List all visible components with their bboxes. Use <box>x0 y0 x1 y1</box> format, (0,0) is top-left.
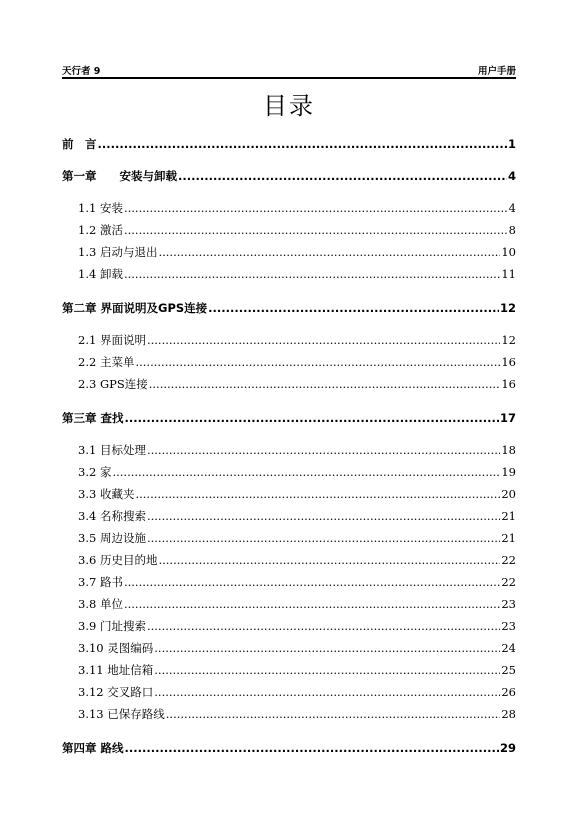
header-manual-name: 用户手册 <box>477 66 516 77</box>
toc-leader-dots <box>166 703 501 725</box>
toc-entry-section[interactable] <box>62 373 516 395</box>
toc-entry-page: 12 <box>499 301 516 315</box>
toc-entry-page: 4 <box>508 201 516 215</box>
toc-entry-label: 第四章 路线 <box>62 741 124 755</box>
toc-entry-section[interactable] <box>62 571 516 593</box>
toc-entry-label: 3.12 交叉路口 <box>78 685 154 699</box>
toc-entry-page: 22 <box>501 575 516 589</box>
toc-entry-label: 1.3 启动与退出 <box>78 245 158 259</box>
toc-entry-section[interactable] <box>62 549 516 571</box>
toc-leader-dots <box>125 409 499 427</box>
toc-entry-page: 10 <box>501 245 516 259</box>
toc-entry-label: 3.8 单位 <box>78 597 123 611</box>
toc-leader-dots <box>158 549 500 571</box>
table-of-contents <box>62 135 516 757</box>
toc-leader-dots <box>124 197 508 219</box>
toc-entry-page: 20 <box>501 487 516 501</box>
toc-entry-section[interactable] <box>62 659 516 681</box>
toc-leader-dots <box>149 373 501 395</box>
toc-entry-chapter-3[interactable] <box>62 409 516 427</box>
toc-entry-label: 3.11 地址信箱 <box>78 663 154 677</box>
toc-entry-label: 3.5 周边设施 <box>78 531 146 545</box>
toc-entry-label: 3.9 门址搜索 <box>78 619 146 633</box>
toc-entry-label: 第一章 安装与卸载 <box>62 169 177 183</box>
toc-entry-section[interactable] <box>62 505 516 527</box>
toc-entry-page: 8 <box>508 223 516 237</box>
toc-leader-dots <box>125 739 499 757</box>
toc-entry-label: 1.4 卸载 <box>78 267 123 281</box>
toc-entry-section[interactable] <box>62 637 516 659</box>
toc-entry-label: 2.1 界面说明 <box>78 333 146 347</box>
toc-entry-section[interactable] <box>62 703 516 725</box>
toc-leader-dots <box>154 637 500 659</box>
toc-leader-dots <box>147 439 500 461</box>
toc-entry-page: 16 <box>501 377 516 391</box>
header-rule <box>62 77 516 79</box>
toc-entry-section[interactable] <box>62 219 516 241</box>
toc-entry-chapter-4[interactable] <box>62 739 516 757</box>
toc-leader-dots <box>208 299 499 317</box>
toc-entry-page: 23 <box>501 597 516 611</box>
toc-entry-page: 23 <box>501 619 516 633</box>
toc-leader-dots <box>124 571 500 593</box>
toc-entry-page: 16 <box>501 355 516 369</box>
toc-leader-dots <box>154 681 500 703</box>
toc-entry-section[interactable] <box>62 527 516 549</box>
toc-entry-label: 第三章 查找 <box>62 411 124 425</box>
toc-leader-dots <box>124 593 500 615</box>
toc-leader-dots <box>147 505 500 527</box>
toc-entry-prologue[interactable] <box>62 135 516 153</box>
toc-entry-label: 3.4 名称搜索 <box>78 509 146 523</box>
toc-entry-section[interactable] <box>62 439 516 461</box>
toc-entry-section[interactable] <box>62 263 516 285</box>
toc-entry-section[interactable] <box>62 241 516 263</box>
toc-entry-section[interactable] <box>62 461 516 483</box>
toc-leader-dots <box>154 659 500 681</box>
toc-entry-label: 2.3 GPS连接 <box>78 377 148 391</box>
toc-entry-label: 前 言 <box>62 137 97 151</box>
toc-entry-section[interactable] <box>62 329 516 351</box>
toc-entry-page: 1 <box>507 137 516 151</box>
toc-entry-page: 24 <box>501 641 516 655</box>
toc-entry-page: 12 <box>501 333 516 347</box>
toc-leader-dots <box>98 135 507 153</box>
toc-entry-page: 21 <box>501 509 516 523</box>
toc-entry-label: 3.10 灵图编码 <box>78 641 154 655</box>
toc-entry-label: 3.6 历史目的地 <box>78 553 158 567</box>
toc-entry-page: 18 <box>501 443 516 457</box>
toc-entry-label: 3.1 目标处理 <box>78 443 146 457</box>
toc-entry-page: 26 <box>501 685 516 699</box>
toc-entry-label: 3.2 家 <box>78 465 112 479</box>
toc-leader-dots <box>124 263 500 285</box>
toc-entry-page: 22 <box>501 553 516 567</box>
toc-entry-page: 29 <box>499 741 516 755</box>
toc-leader-dots <box>112 461 500 483</box>
page-title: 目录 <box>263 92 315 120</box>
header-product-name: 天行者 9 <box>62 66 101 77</box>
toc-entry-label: 1.2 激活 <box>78 223 123 237</box>
toc-leader-dots <box>147 329 500 351</box>
toc-entry-page: 25 <box>501 663 516 677</box>
toc-entry-section[interactable] <box>62 197 516 219</box>
toc-entry-chapter-2[interactable] <box>62 299 516 317</box>
toc-leader-dots <box>158 241 500 263</box>
toc-entry-section[interactable] <box>62 681 516 703</box>
toc-entry-page: 11 <box>501 267 516 281</box>
toc-leader-dots <box>147 615 500 637</box>
toc-entry-section[interactable] <box>62 483 516 505</box>
toc-entry-page: 21 <box>501 531 516 545</box>
toc-entry-section[interactable] <box>62 593 516 615</box>
toc-entry-chapter-1[interactable] <box>62 167 516 185</box>
toc-entry-page: 28 <box>501 707 516 721</box>
toc-entry-section[interactable] <box>62 615 516 637</box>
toc-leader-dots <box>135 351 500 373</box>
toc-entry-page: 17 <box>499 411 516 425</box>
toc-entry-label: 3.3 收藏夹 <box>78 487 135 501</box>
toc-entry-label: 1.1 安装 <box>78 201 123 215</box>
toc-entry-label: 2.2 主菜单 <box>78 355 135 369</box>
toc-entry-page: 4 <box>507 169 516 183</box>
toc-leader-dots <box>147 527 500 549</box>
toc-entry-label: 第二章 界面说明及GPS连接 <box>62 301 208 315</box>
toc-leader-dots <box>124 219 508 241</box>
toc-leader-dots <box>178 167 507 185</box>
toc-leader-dots <box>135 483 500 505</box>
toc-entry-label: 3.13 已保存路线 <box>78 707 165 721</box>
toc-entry-page: 19 <box>501 465 516 479</box>
toc-entry-section[interactable] <box>62 351 516 373</box>
toc-entry-label: 3.7 路书 <box>78 575 123 589</box>
